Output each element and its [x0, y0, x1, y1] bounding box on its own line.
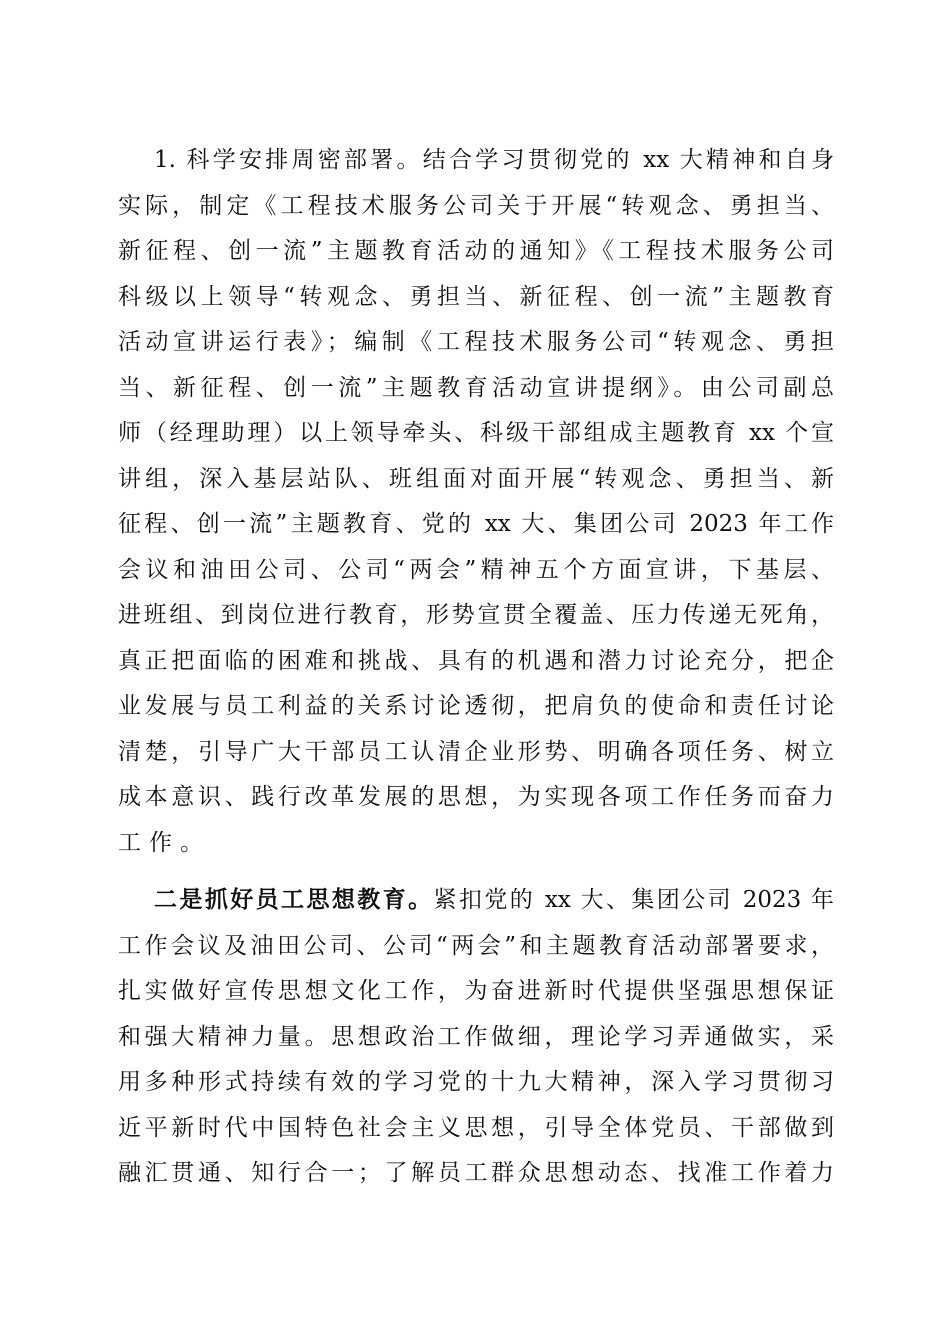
paragraph-lead-heading: 二是抓好员工思想教育。 [154, 886, 434, 913]
text-line: 会议和油田公司、公司“两会”精神五个方面宣讲，下基层、 [118, 556, 834, 583]
text-line: 讲组，深入基层站队、班组面对面开展“转观念、勇担当、新 [118, 465, 834, 492]
text-line: 征程、创一流”主题教育、党的 xx 大、集团公司 2023 年工作 [118, 511, 834, 537]
text-line: 新征程、创一流”主题教育活动的通知》《工程技术服务公司 [118, 238, 834, 264]
text-line: 科级以上领导“转观念、勇担当、新征程、创一流”主题教育 [118, 283, 834, 310]
text-line: 用多种形式持续有效的学习党的十九大精神，深入学习贯彻习 [118, 1069, 834, 1095]
text-line: 真正把面临的困难和挑战、具有的机遇和潜力讨论充分，把企 [118, 647, 834, 674]
text-line: 近平新时代中国特色社会主义思想，引导全体党员、干部做到 [118, 1114, 834, 1141]
text-line: 活动宣讲运行表》；编制《工程技术服务公司“转观念、勇担 [118, 329, 834, 355]
text-line: 工作。 [118, 829, 211, 856]
text-line: 实际，制定《工程技术服务公司关于开展“转观念、勇担当、 [118, 192, 834, 219]
text-line: 成本意识、践行改革发展的思想，为实现各项工作任务而奋力 [118, 784, 834, 810]
paragraph-2 [118, 883, 834, 1202]
paragraph-1 [118, 143, 834, 871]
text-line: 工作会议及油田公司、公司“两会”和主题教育活动部署要求， [118, 932, 834, 959]
text-line: 和强大精神力量。思想政治工作做细，理论学习弄通做实，采 [118, 1023, 834, 1050]
text-line: 进班组、到岗位进行教育，形势宣贯全覆盖、压力传递无死角， [118, 602, 834, 628]
paragraph-lead-rest: 紧扣党的 xx 大、集团公司 2023 年 [433, 887, 834, 913]
text-line: 业发展与员工利益的关系讨论透彻，把肩负的使命和责任讨论 [118, 693, 834, 719]
text-line: 清楚，引导广大干部员工认清企业形势、明确各项任务、树立 [118, 738, 834, 765]
text-line: 融汇贯通、知行合一；了解员工群众思想动态、找准工作着力 [118, 1160, 834, 1186]
document-page [118, 143, 834, 1202]
text-line: 1. 科学安排周密部署。结合学习贯彻党的 xx 大精神和自身 [154, 147, 834, 173]
text-line [118, 883, 834, 929]
text-line: 当、新征程、创一流”主题教育活动宣讲提纲》。由公司副总 [118, 374, 834, 401]
text-line: 师（经理助理）以上领导牵头、科级干部组成主题教育 xx 个宣 [118, 420, 834, 446]
text-line: 扎实做好宣传思想文化工作，为奋进新时代提供坚强思想保证 [118, 978, 834, 1004]
